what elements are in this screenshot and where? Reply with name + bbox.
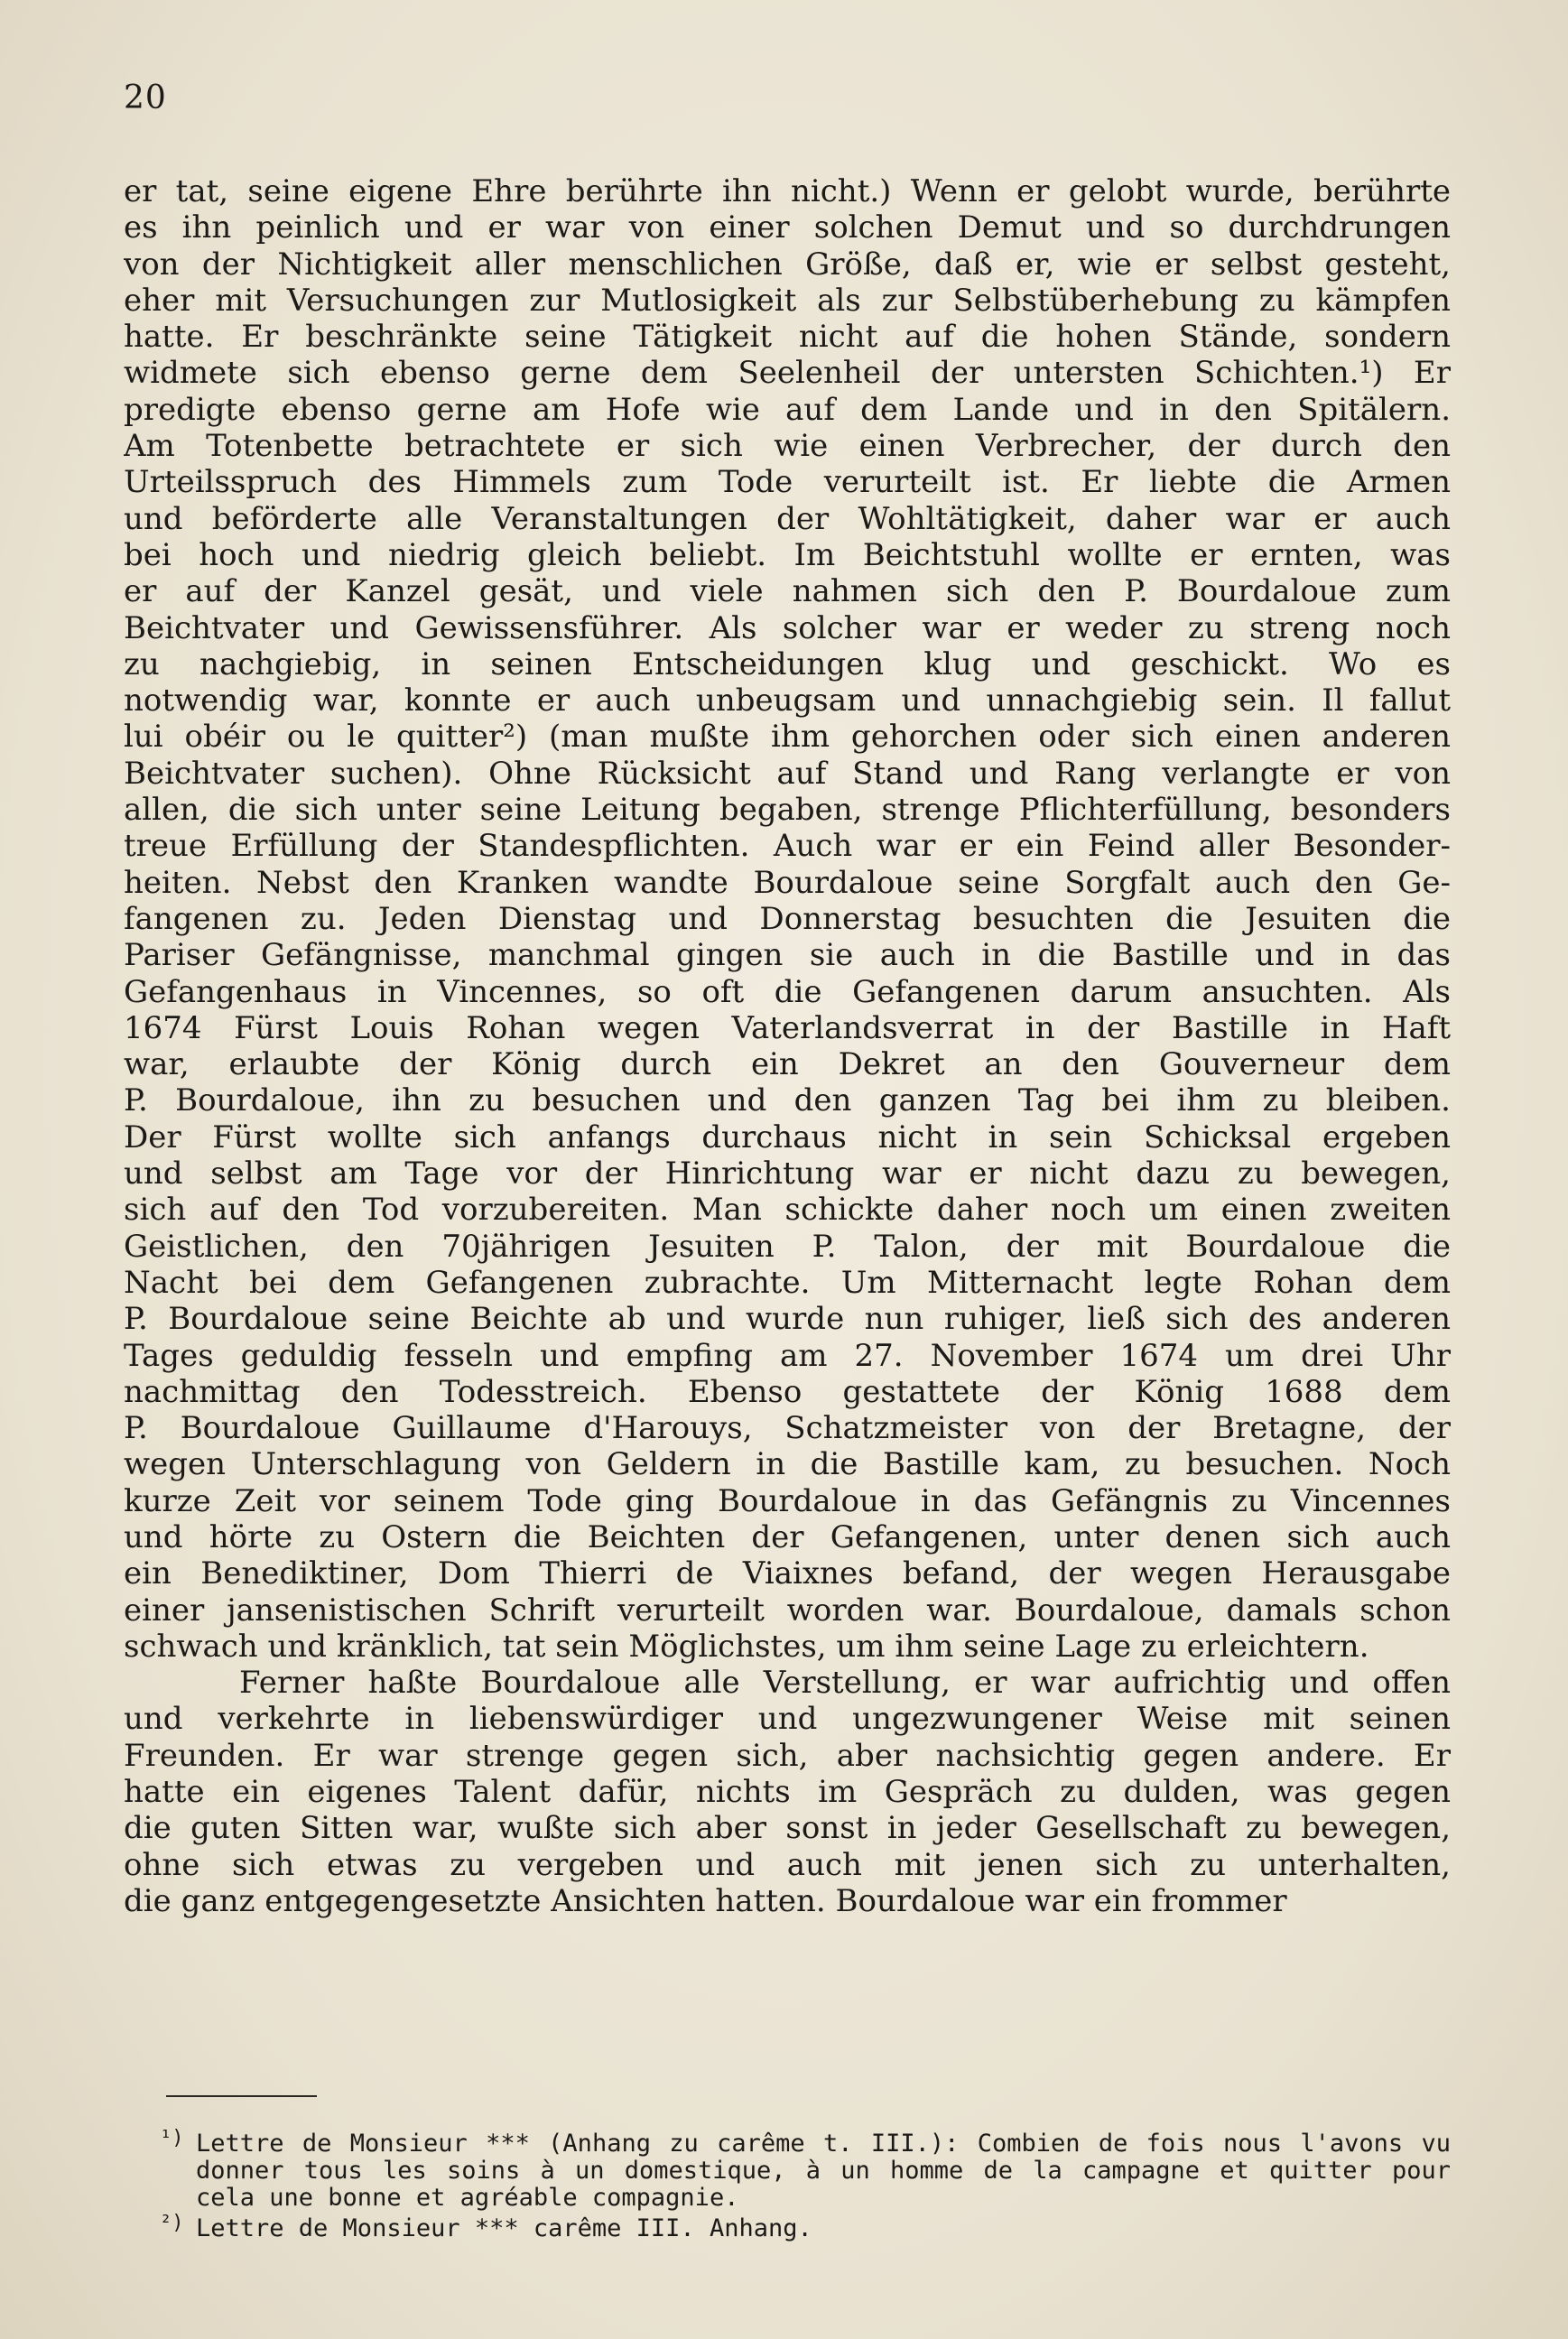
text-line: predigte ebenso gerne am Hofe wie auf dem Lande und in den Spitälern. [124,391,1451,428]
text-line: 1674 Fürst Louis Rohan wegen Vaterlandsverrat in der Bastille in Haft [124,1009,1451,1046]
text-line: allen, die sich unter seine Leitung begaben, strenge Pflichterfüllung, besonders [124,792,1451,829]
text-line: Gefangenhaus in Vincennes, so oft die Gefangenen darum ansuchten. Als [124,973,1451,1010]
footnote-rule [166,2095,317,2097]
text-line: ohne sich etwas zu vergeben und auch mit jenen sich zu unterhalten, [124,1846,1451,1883]
text-line: und verkehrte in liebenswürdiger und ungezwungener Weise mit seinen [124,1701,1451,1738]
footnote-2 [124,2212,1451,2242]
text-line: sich auf den Tod vorzubereiten. Man schickte daher noch um einen zweiten [124,1192,1451,1229]
text-line: und selbst am Tage vor der Hinrichtung war er nicht dazu zu bewegen, [124,1156,1451,1193]
text-line: Tages geduldig fesseln und empfing am 27. November 1674 um drei Uhr [124,1337,1451,1374]
footnote-line: Lettre de Monsieur *** (Anhang zu carême t. III.): Combien de fois nous l'avons vu [196,2130,1451,2158]
footnote-line: Lettre de Monsieur *** carême III. Anhang. [196,2215,812,2242]
text-line: schwach und kränklich, tat sein Möglichstes, um ihm seine Lage zu erleichtern. [124,1628,1369,1665]
footnote-1 [124,2127,1451,2212]
text-line: nachmittag den Todesstreich. Ebenso gestattete der König 1688 dem [124,1373,1451,1410]
text-line: und hörte zu Ostern die Beichten der Gefangenen, unter denen sich auch [124,1518,1451,1555]
text-line: Geistlichen, den 70jährigen Jesuiten P. Talon, der mit Bourdaloue die [124,1228,1451,1265]
text-line: fangenen zu. Jeden Dienstag und Donnerstag besuchten die Jesuiten die [124,900,1451,937]
text-line: zu nachgiebig, in seinen Entscheidungen klug und geschickt. Wo es [124,645,1451,682]
text-line: die ganz entgegengesetzte Ansichten hatten. Bourdaloue war ein frommer [124,1882,1287,1919]
text-line: Beichtvater suchen). Ohne Rücksicht auf Stand und Rang verlangte er von [124,755,1451,792]
text-line: es ihn peinlich und er war von einer solchen Demut und so durchdrungen [124,209,1451,246]
text-line: er auf der Kanzel gesät, und viele nahmen sich den P. Bourdaloue zum [124,573,1451,610]
text-line: eher mit Versuchungen zur Mutlosigkeit als zur Selbstüberhebung zu kämpfen [124,282,1451,319]
text-line: lui obéir ou le quitter²) (man mußte ihm gehorchen oder sich einen anderen [124,719,1451,756]
footnote-line: cela une bonne et agréable compagnie. [196,2185,739,2212]
text-line: Beichtvater und Gewissensführer. Als solcher war er weder zu streng noch [124,609,1451,646]
footnote-line: donner tous les soins à un domestique, à un homme de la campagne et quitter pour [196,2158,1451,2185]
text-line: von der Nichtigkeit aller menschlichen Größe, daß er, wie er selbst gesteht, [124,246,1451,283]
text-line: Der Fürst wollte sich anfangs durchaus nicht in sein Schicksal ergeben [124,1118,1451,1156]
body-text [124,173,1451,1919]
text-line: kurze Zeit vor seinem Tode ging Bourdaloue in das Gefängnis zu Vincennes [124,1482,1451,1519]
text-line: einer jansenistischen Schrift verurteilt worden war. Bourdaloue, damals schon [124,1592,1451,1629]
text-line: P. Bourdaloue Guillaume d'Harouys, Schatzmeister von der Bretagne, der [124,1410,1451,1447]
text-line: Pariser Gefängnisse, manchmal gingen sie auch in die Bastille und in das [124,937,1451,974]
text-line: P. Bourdaloue, ihn zu besuchen und den ganzen Tag bei ihm zu bleiben. [124,1082,1451,1119]
text-line: und beförderte alle Veranstaltungen der Wohltätigkeit, daher war er auch [124,500,1451,537]
footnote-mark: ¹) [160,2127,184,2149]
text-line: bei hoch und niedrig gleich beliebt. Im Beichtstuhl wollte er ernten, was [124,536,1451,573]
text-line: hatte ein eigenes Talent dafür, nichts im Gespräch zu dulden, was gegen [124,1774,1451,1811]
text-line: notwendig war, konnte er auch unbeugsam und unnachgiebig sein. Il fallut [124,682,1451,719]
text-line: Nacht bei dem Gefangenen zubrachte. Um Mitternacht legte Rohan dem [124,1264,1451,1301]
text-line: war, erlaubte der König durch ein Dekret an den Gouverneur dem [124,1046,1451,1083]
text-line: treue Erfüllung der Standespflichten. Auch war er ein Feind aller Besonder- [124,828,1451,865]
text-line: Freunden. Er war strenge gegen sich, aber nachsichtig gegen andere. Er [124,1737,1451,1774]
footnotes [124,2127,1451,2242]
text-line: heiten. Nebst den Kranken wandte Bourdaloue seine Sorgfalt auch den Ge- [124,864,1451,901]
text-line: P. Bourdaloue seine Beichte ab und wurde nun ruhiger, ließ sich des anderen [124,1301,1451,1338]
text-line: Urteilsspruch des Himmels zum Tode verurteilt ist. Er liebte die Armen [124,464,1451,501]
text-line: widmete sich ebenso gerne dem Seelenheil der untersten Schichten.¹) Er [124,355,1451,392]
footnote-mark: ²) [160,2212,184,2234]
page-number: 20 [124,79,167,116]
text-line: Am Totenbette betrachtete er sich wie einen Verbrecher, der durch den [124,428,1451,465]
text-line: die guten Sitten war, wußte sich aber sonst in jeder Gesellschaft zu bewegen, [124,1810,1451,1847]
text-line: er tat, seine eigene Ehre berührte ihn nicht.) Wenn er gelobt wurde, berührte [124,173,1451,209]
text-line: Ferner haßte Bourdaloue alle Verstellung, er war aufrichtig und offen [239,1665,1451,1702]
text-line: ein Benediktiner, Dom Thierri de Viaixnes befand, der wegen Herausgabe [124,1555,1451,1592]
text-line: hatte. Er beschränkte seine Tätigkeit nicht auf die hohen Stände, sondern [124,319,1451,356]
text-line: wegen Unterschlagung von Geldern in die Bastille kam, zu besuchen. Noch [124,1446,1451,1483]
